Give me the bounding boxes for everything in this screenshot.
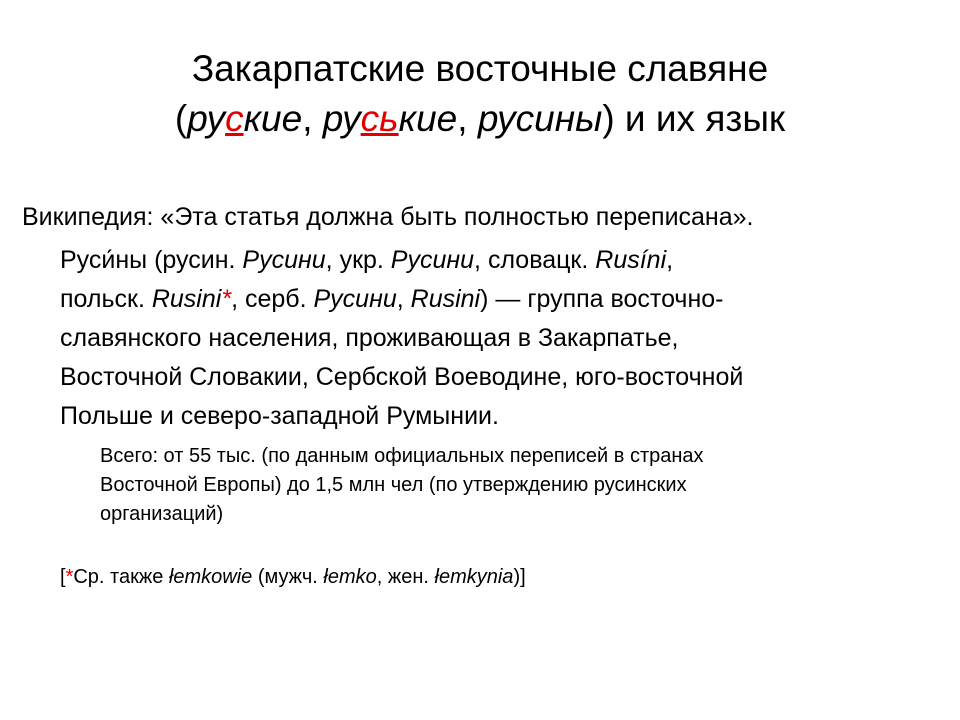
title-word-rusiny: русины [477, 98, 603, 139]
wikipedia-label: Википедия: [22, 203, 154, 231]
definition-paragraph [60, 241, 940, 436]
definition-line-5: Польше и северо-западной Румынии. [60, 402, 499, 430]
population-line-2: Восточной Европы) до 1,5 млн чел (по утверждению русинских [100, 474, 687, 496]
wikipedia-quote: «Эта статья должна быть полностью переписана». [153, 203, 754, 231]
footnote-star: * [221, 285, 232, 313]
title-paren-open: ( [174, 98, 188, 139]
slide-title [40, 44, 920, 144]
definition-line-2: польск. Rusini*, серб. Русини, Rusini) — группа восточно- [60, 285, 724, 313]
title-word-ruskie-soft: руськие [322, 98, 458, 139]
title-rest: ) и их язык [602, 98, 786, 139]
title-word-ruskie: руские [187, 98, 303, 139]
definition-line-4: Восточной Словакии, Сербской Воеводине, юго-восточной [60, 363, 744, 391]
population-line-3: организаций) [100, 503, 224, 525]
title-line-1: Закарпатские восточные славяне [191, 48, 769, 89]
title-highlight-s-soft: сь [360, 98, 399, 139]
footnote-marker: * [65, 566, 74, 588]
definition-line-3: славянского населения, проживающая в Закарпатье, [60, 324, 679, 352]
title-line-2: (руские, руськие, русины) и их язык [174, 98, 786, 139]
footnote: [*Ср. также łemkowie (мужч. łemko, жен. łemkynia)] [60, 566, 526, 588]
wikipedia-note [22, 200, 754, 234]
title-highlight-s: с [225, 98, 244, 139]
population-paragraph [100, 442, 920, 529]
definition-line-1: Руси́ны (русин. Русини, укр. Русини, словацк. Rusíni, [60, 246, 674, 274]
population-line-1: Всего: от 55 тыс. (по данным официальных переписей в странах [100, 445, 704, 467]
